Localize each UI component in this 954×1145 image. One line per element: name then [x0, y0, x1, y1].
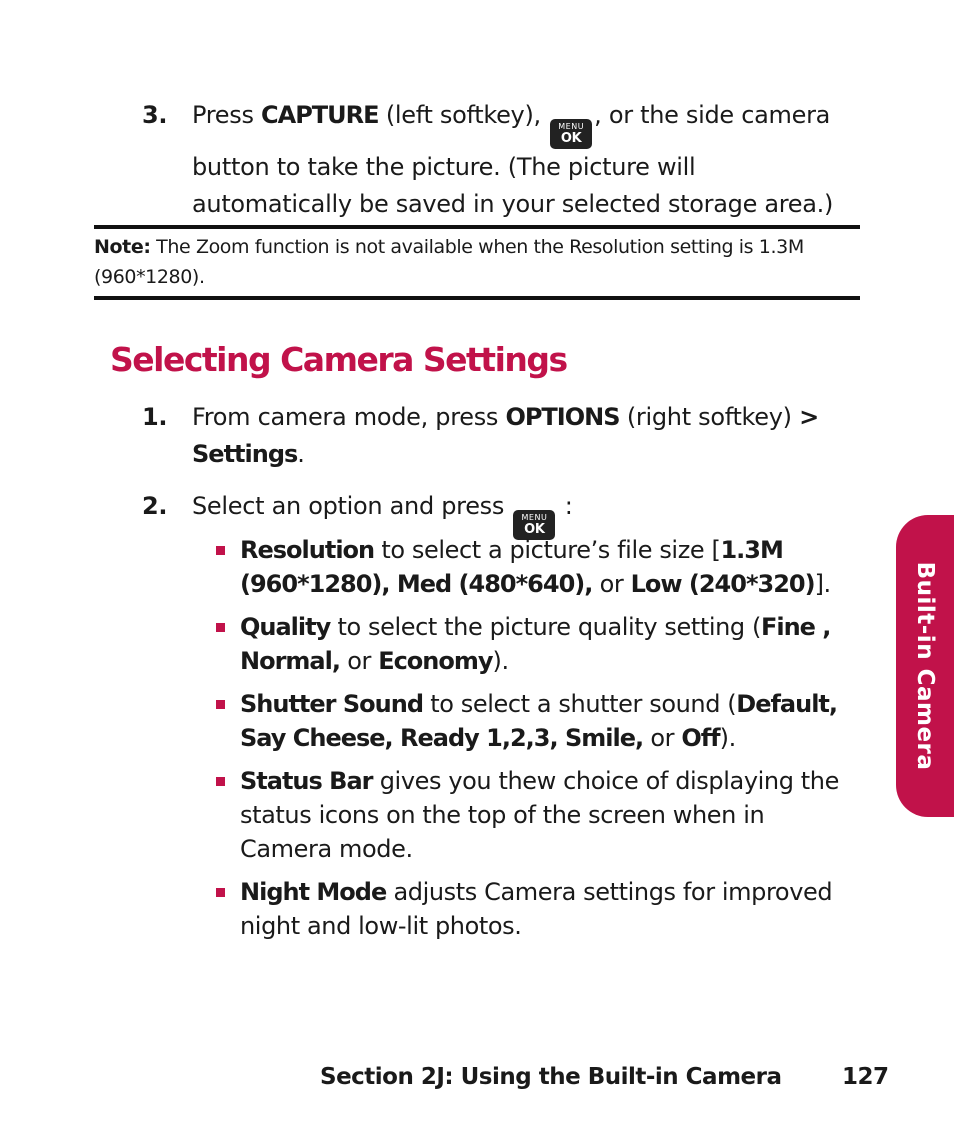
- section-heading: Selecting Camera Settings: [110, 340, 567, 379]
- step-number: 2.: [142, 492, 168, 520]
- step-text: From camera mode, press OPTIONS (right softkey) > Settings.: [192, 403, 819, 468]
- note-text: The Zoom function is not available when the Resolution setting is 1.3M (960*1280).: [94, 236, 804, 288]
- bullet-square-icon: [216, 700, 225, 709]
- list-item-night-mode: Night Mode adjusts Camera settings for improved night and low-lit photos.: [214, 875, 854, 943]
- side-tab-label: Built-in Camera: [912, 561, 938, 771]
- options-keyword: OPTIONS: [505, 403, 620, 431]
- settings-keyword: Settings: [192, 440, 298, 468]
- menu-ok-key-icon: MENU OK: [550, 119, 592, 149]
- footer-section-title: Section 2J: Using the Built-in Camera: [320, 1064, 782, 1090]
- step-text: Select an option and press MENU OK :: [192, 488, 842, 540]
- chapter-side-tab: [896, 515, 954, 817]
- bullet-square-icon: [216, 623, 225, 632]
- list-item-status-bar: Status Bar gives you thew choice of displaying the status icons on the top of the screen when in Camera mode.: [214, 764, 854, 866]
- note-label: Note:: [94, 236, 151, 258]
- step-text: Press CAPTURE (left softkey), MENU OK , or the side camera button to take the picture. (The picture will automatically be saved in your selected storage area.): [192, 101, 834, 218]
- bullet-square-icon: [216, 546, 225, 555]
- capture-keyword: CAPTURE: [261, 101, 379, 129]
- step-1: [142, 399, 842, 473]
- note-bottom-rule: [94, 296, 860, 300]
- bullet-square-icon: [216, 777, 225, 786]
- step-3: [142, 97, 842, 223]
- arrow-icon: >: [799, 403, 819, 431]
- page-number: 127: [842, 1064, 889, 1090]
- list-item-quality: Quality to select the picture quality setting (Fine , Normal, or Economy).: [214, 610, 854, 678]
- step-number: 3.: [142, 101, 168, 129]
- bullet-square-icon: [216, 888, 225, 897]
- step-number: 1.: [142, 403, 168, 431]
- list-item-resolution: Resolution to select a picture’s file size [1.3M (960*1280), Med (480*640), or Low (240*320)].: [214, 533, 854, 601]
- note-top-rule: [94, 225, 860, 229]
- menu-ok-key-icon: MENU OK: [513, 510, 555, 540]
- list-item-shutter-sound: Shutter Sound to select a shutter sound (Default, Say Cheese, Ready 1,2,3, Smile, or Off).: [214, 687, 854, 755]
- option-list: [214, 533, 854, 952]
- note-box: [94, 232, 864, 292]
